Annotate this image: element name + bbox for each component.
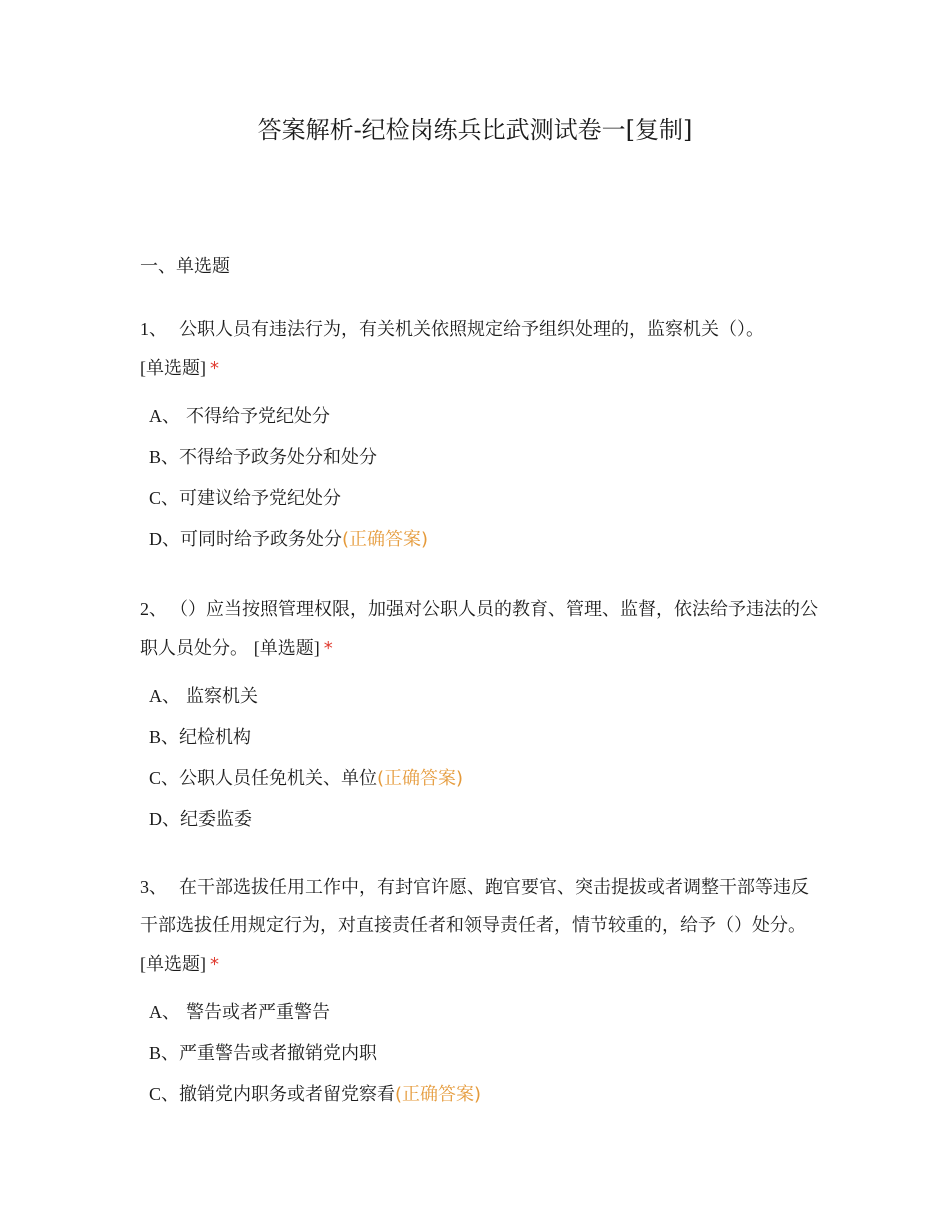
option-letter: D、	[149, 809, 180, 829]
option-letter: A、	[149, 1002, 180, 1022]
question-stem	[140, 868, 820, 984]
option-b	[149, 437, 820, 478]
required-mark: *	[210, 358, 219, 379]
option-a	[149, 676, 820, 717]
question-number: 3、	[140, 877, 167, 897]
option-text: 严重警告或者撤销党内职	[179, 1043, 378, 1064]
question-type-tag: [单选题]	[140, 954, 206, 974]
option-c	[149, 758, 820, 799]
option-letter: C、	[149, 768, 180, 788]
option-a	[149, 992, 820, 1033]
section-heading: 一、单选题	[140, 256, 230, 277]
option-letter: C、	[149, 1084, 180, 1104]
question-number: 1、	[140, 319, 167, 339]
question-stem	[140, 310, 820, 388]
question-3	[140, 868, 820, 1115]
required-mark: *	[210, 954, 219, 975]
question-text: 在干部选拔任用工作中，有封官许愿、跑官要官、突击提拔或者调整干部等违反干部选拔任用规定行为，对直接责任者和领导责任者，情节较重的，给予（）处分。	[140, 877, 809, 936]
correct-answer-marker: (正确答案)	[342, 529, 429, 550]
question-type-tag: [单选题]	[140, 358, 206, 378]
option-text: 不得给予政务处分和处分	[179, 447, 378, 468]
question-number: 2、	[140, 599, 167, 619]
option-c	[149, 1074, 820, 1115]
option-list	[140, 992, 820, 1115]
question-type-tag: [单选题]	[253, 638, 320, 658]
question-stem	[140, 590, 820, 668]
option-b	[149, 1033, 820, 1074]
question-text: 公职人员有违法行为，有关机关依照规定给予组织处理的，监察机关（）。	[179, 319, 764, 340]
option-letter: B、	[149, 1043, 180, 1063]
option-list	[140, 676, 820, 840]
option-letter: A、	[149, 686, 180, 706]
option-text: 可同时给予政务处分	[180, 529, 342, 550]
option-text: 不得给予党纪处分	[186, 406, 330, 427]
option-d	[149, 799, 820, 840]
option-text: 纪检机构	[179, 727, 252, 748]
option-letter: B、	[149, 727, 180, 747]
option-text: 可建议给予党纪处分	[179, 488, 342, 509]
option-text: 公职人员任免机关、单位	[179, 768, 378, 789]
option-c	[149, 478, 820, 519]
correct-answer-marker: (正确答案)	[395, 1084, 482, 1105]
option-text: 监察机关	[186, 686, 258, 707]
option-list	[140, 396, 820, 560]
option-letter: B、	[149, 447, 180, 467]
option-text: 撤销党内职务或者留党察看	[179, 1084, 396, 1105]
option-letter: C、	[149, 488, 180, 508]
page-title: 答案解析-纪检岗练兵比武测试卷一[复制]	[257, 116, 693, 144]
question-1	[140, 310, 820, 560]
option-letter: D、	[149, 529, 180, 549]
option-text: 警告或者严重警告	[186, 1002, 330, 1023]
option-text: 纪委监委	[180, 809, 252, 830]
option-letter: A、	[149, 406, 180, 426]
required-mark: *	[323, 638, 333, 659]
option-b	[149, 717, 820, 758]
question-text: （）应当按照管理权限，加强对公职人员的教育、管理、监督，依法给予违法的公职人员处分。	[140, 599, 818, 659]
correct-answer-marker: (正确答案)	[377, 768, 464, 789]
question-2	[140, 590, 820, 840]
option-a	[149, 396, 820, 437]
option-d	[149, 519, 820, 560]
